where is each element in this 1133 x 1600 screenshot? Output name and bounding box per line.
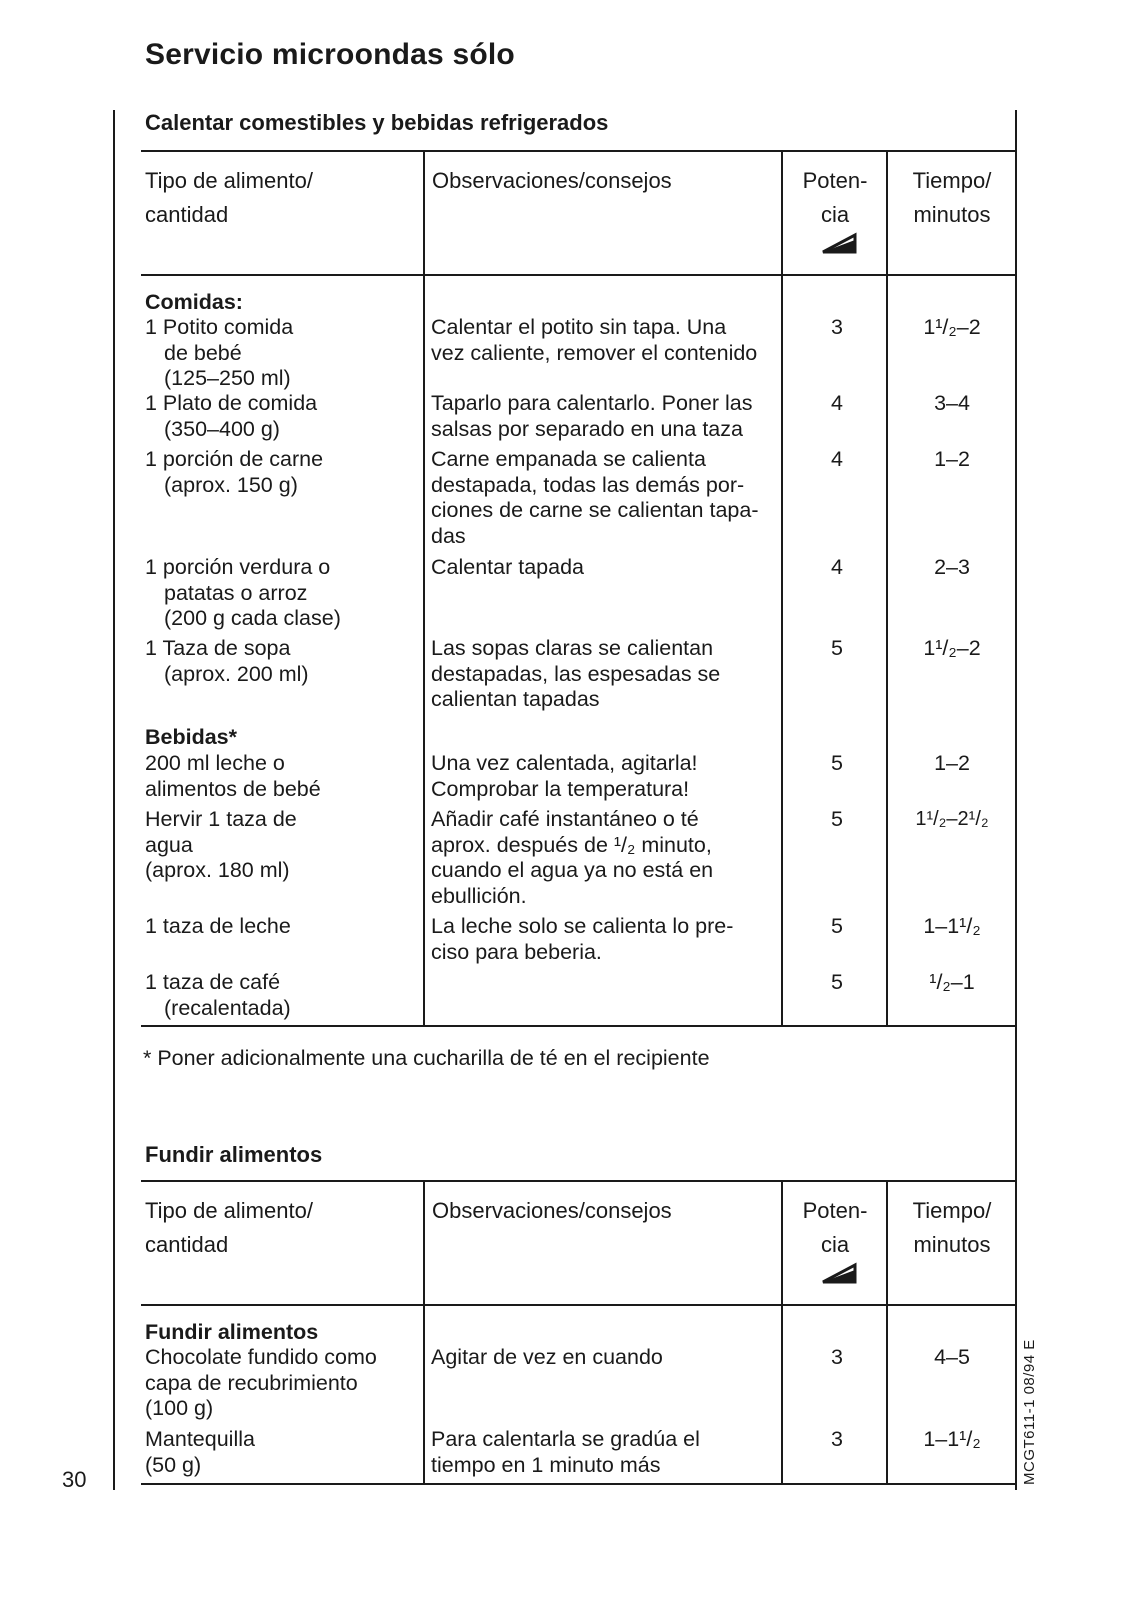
- header-food-line2: cantidad: [145, 202, 229, 227]
- header-food-line2: cantidad: [145, 1232, 229, 1257]
- food-cell: [145, 447, 425, 498]
- food-cell: [145, 315, 425, 392]
- power-cell: 3: [831, 1427, 843, 1451]
- group-label: Fundir alimentos: [145, 1320, 319, 1344]
- header-time-line1: Tiempo/: [912, 168, 992, 193]
- power-cell: 5: [831, 807, 843, 831]
- food-line: (aprox. 180 ml): [145, 858, 290, 882]
- notes-line: calientan tapadas: [431, 687, 600, 711]
- notes-line: cuando el agua ya no está en: [431, 858, 714, 882]
- notes-line: tiempo en 1 minuto más: [431, 1452, 661, 1477]
- header-power-line1: Poten-: [802, 1198, 868, 1223]
- notes-cell: [431, 914, 791, 965]
- food-cell: [145, 636, 425, 687]
- notes-cell: [431, 751, 791, 802]
- power-wedge-icon: [821, 232, 861, 256]
- food-cell: [145, 807, 425, 884]
- food-line: (350–400 g): [164, 416, 280, 441]
- header-time: [891, 164, 1013, 232]
- notes-line: Taparlo para calentarlo. Poner las: [431, 391, 753, 415]
- food-line: capa de recubrimiento: [145, 1370, 358, 1395]
- food-line: Hervir 1 taza de: [145, 807, 297, 831]
- notes-cell: [431, 447, 791, 549]
- table-calentar: [141, 150, 1017, 1030]
- food-line: 1 Plato de comida: [145, 391, 318, 415]
- notes-line: das: [431, 523, 466, 548]
- header-time: [891, 1194, 1013, 1262]
- notes-line: Calentar tapada: [431, 555, 584, 579]
- food-line: 1 porción de carne: [145, 447, 324, 471]
- notes-cell: [431, 315, 791, 366]
- time-cell: 3–4: [934, 391, 970, 415]
- section-title-calentar: Calentar comestibles y bebidas refrigerados: [145, 110, 609, 135]
- power-cell: 3: [831, 315, 843, 339]
- footnote: * Poner adicionalmente una cucharilla de té en el recipiente: [143, 1046, 710, 1070]
- group-label: Bebidas*: [145, 725, 238, 749]
- power-cell: 3: [831, 1345, 843, 1369]
- group-label: Comidas:: [145, 290, 243, 314]
- food-line: 1 taza de leche: [145, 914, 291, 938]
- food-line: (aprox. 150 g): [164, 472, 298, 497]
- notes-cell: [431, 636, 791, 713]
- power-wedge-icon: [821, 1262, 861, 1286]
- header-food: [145, 164, 313, 232]
- notes-line: ciso para beberia.: [431, 939, 602, 964]
- notes-line: ebullición.: [431, 883, 527, 908]
- food-line: 200 ml leche o: [145, 751, 285, 775]
- power-cell: 5: [831, 914, 843, 938]
- power-cell: 4: [831, 447, 843, 471]
- time-cell: 1¹/₂–2: [923, 315, 981, 339]
- header-power-line1: Poten-: [802, 168, 868, 193]
- food-line: alimentos de bebé: [145, 776, 321, 801]
- header-power: [783, 1194, 887, 1262]
- power-cell: 5: [831, 636, 843, 660]
- food-line: 1 Taza de sopa: [145, 636, 291, 660]
- notes-line: Comprobar la temperatura!: [431, 776, 690, 801]
- food-line: (100 g): [145, 1396, 214, 1420]
- time-cell: ¹/₂–1: [929, 970, 975, 994]
- food-line: (recalentada): [164, 995, 291, 1020]
- header-time-line2: minutos: [913, 1232, 991, 1257]
- food-cell: [145, 1427, 425, 1478]
- notes-cell: [431, 1345, 791, 1371]
- food-line: Chocolate fundido como: [145, 1345, 377, 1369]
- food-cell: [145, 1345, 425, 1422]
- header-food-line1: Tipo de alimento/: [145, 168, 313, 193]
- food-line: (aprox. 200 ml): [164, 661, 309, 686]
- notes-line: Las sopas claras se calientan: [431, 636, 714, 660]
- notes-line: Carne empanada se calienta: [431, 447, 706, 471]
- header-power-line2: cia: [820, 1232, 850, 1257]
- page-title: Servicio microondas sólo: [145, 38, 515, 71]
- power-cell: 5: [831, 751, 843, 775]
- power-cell: 4: [831, 391, 843, 415]
- food-line: (125–250 ml): [164, 366, 291, 390]
- header-power: [783, 164, 887, 232]
- food-line: agua: [145, 832, 193, 857]
- notes-line: La leche solo se calienta lo pre-: [431, 914, 734, 938]
- header-food: [145, 1194, 313, 1262]
- food-line: patatas o arroz: [164, 580, 308, 605]
- time-cell: 1–2: [934, 751, 970, 775]
- page-number: 30: [62, 1467, 87, 1492]
- notes-line: Agitar de vez en cuando: [431, 1345, 663, 1369]
- header-notes: Observaciones/consejos: [432, 168, 672, 193]
- document-code-text: MCGT611-1 08/94 E: [1021, 1339, 1038, 1485]
- notes-line: Para calentarla se gradúa el: [431, 1427, 700, 1451]
- food-cell: [145, 751, 425, 802]
- notes-cell: [431, 1427, 791, 1478]
- notes-line: vez caliente, remover el contenido: [431, 340, 758, 365]
- time-cell: 1–1¹/₂: [923, 914, 981, 938]
- time-cell: 1¹/₂–2¹/₂: [915, 808, 989, 830]
- food-cell: [145, 391, 425, 442]
- food-line: 1 Potito comida: [145, 315, 294, 339]
- notes-line: destapada, todas las demás por-: [431, 472, 745, 497]
- left-margin-rule: [113, 110, 115, 1490]
- food-cell: [145, 970, 425, 1021]
- notes-line: Añadir café instantáneo o té: [431, 807, 699, 831]
- section-title-fundir: Fundir alimentos: [145, 1142, 323, 1167]
- notes-line: destapadas, las espesadas se: [431, 661, 721, 686]
- notes-line: Una vez calentada, agitarla!: [431, 751, 698, 775]
- food-cell: [145, 914, 425, 940]
- notes-line: salsas por separado en una taza: [431, 416, 743, 441]
- food-cell: [145, 555, 425, 632]
- food-line: de bebé: [164, 340, 242, 365]
- notes-cell: [431, 391, 791, 442]
- food-line: 1 porción verdura o: [145, 555, 331, 579]
- header-notes: Observaciones/consejos: [432, 1198, 672, 1223]
- time-cell: 1–1¹/₂: [923, 1427, 981, 1451]
- time-cell: 1¹/₂–2: [923, 636, 981, 660]
- food-line: Mantequilla: [145, 1427, 255, 1451]
- notes-cell: [431, 807, 791, 909]
- food-line: (200 g cada clase): [164, 606, 341, 630]
- power-cell: 5: [831, 970, 843, 994]
- notes-cell: [431, 555, 791, 581]
- table-fundir: [141, 1180, 1017, 1490]
- time-cell: 4–5: [934, 1345, 970, 1369]
- time-cell: 1–2: [934, 447, 970, 471]
- food-line: (50 g): [145, 1452, 202, 1477]
- time-cell: 2–3: [934, 555, 970, 579]
- col-divider: [886, 150, 888, 1027]
- header-power-line2: cia: [820, 202, 850, 227]
- notes-line: aprox. después de ¹/₂ minuto,: [431, 832, 712, 857]
- power-cell: 4: [831, 555, 843, 579]
- header-time-line2: minutos: [913, 202, 991, 227]
- notes-line: ciones de carne se calientan tapa-: [431, 498, 759, 522]
- document-code: [1021, 1325, 1061, 1485]
- header-time-line1: Tiempo/: [912, 1198, 992, 1223]
- notes-line: Calentar el potito sin tapa. Una: [431, 315, 727, 339]
- food-line: 1 taza de café: [145, 970, 281, 994]
- header-food-line1: Tipo de alimento/: [145, 1198, 313, 1223]
